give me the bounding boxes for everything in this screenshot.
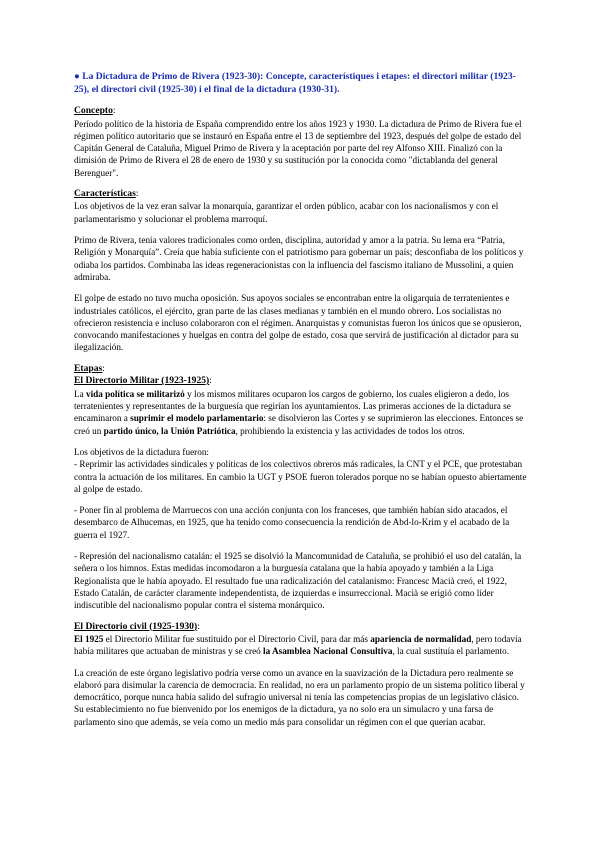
concepto-heading: Concepto: — [74, 105, 116, 116]
directorio-civil-heading: El Directorio civil (1925-1930): — [74, 620, 200, 632]
caracteristicas-paragraph-3: El golpe de estado no tuvo mucha oposición. Sus apoyos sociales se encontraban entre la oligarquía de terratenientes e industriales católicos, el ejército, gran parte de las clases medianas y también en el mundo obrero. Los socialistas no ofrecieron resistencia e incluso colaboraron con el régimen. Anarquistas y comunistas fueron los únicos que se opusieron, convocando manifestaciones y huelgas en contra del golpe de estado, cosa que servirá de justificación al dictador para su ilegalización. — [74, 293, 522, 353]
caracteristicas-paragraph-1: Los objetivos de la vez eran salvar la monarquía, garantizar el orden público, acabar con los nacionalismos y con el parlamentarismo y solucionar el problema marroquí. — [74, 201, 499, 224]
etapas-heading: Etapas: — [74, 362, 105, 374]
objetivos-item-reprimir: - Reprimir las actividades sindicales y políticas de los colectivos obreros más radicales, la CNT y el PCE, que protestaban contra la actuación de los militares. En cambio la UGT y PSOE fueron tolerados porque no se habían opuesto abiertamente al golpe de estado. — [74, 459, 527, 494]
directorio-civil-paragraph-1: El 1925 el Directorio Militar fue sustituido por el Directorio Civil, para dar más apariencia de normalidad, pero todavía había militares que actuaban de ministras y se creó la Asamblea Nacional Consultiva, la cual sustituía el parlamento. — [74, 634, 522, 657]
caracteristicas-heading: Características: — [74, 187, 139, 199]
document-title: ● La Dictadura de Primo de Rivera (1923-30): Concepte, característiques i etapes: el directori militar (1923-25), el directori civil (1925-30) i el final de la dictadura (1930-31). — [74, 71, 516, 95]
caracteristicas-paragraph-2: Primo de Rivera, tenía valores tradicionales como orden, disciplina, autoridad y amor a la patria. Su lema era “Patria, Religión y Monarquía”. Creía que había suficiente con el patriotismo para gobernar un país; desconfiaba de los políticos y odiaba los partidos. Combinaba las ideas regeneracionistas con la influencia del fascismo italiano de Mussolini, a quien admiraba. — [74, 235, 524, 282]
directorio-militar-paragraph-1: La vida política se militarizó y los mismos militares ocuparon los cargos de gobierno, los cuales eligieron a dedo, los terratenientes y representantes de la burguesía que regirían los ayuntamientos. Las primeras acciones de la dictadura se encaminaron a suprimir el modelo parlamentario: se disolvieron las Cortes y se suprimieron las elecciones. Entonces se creó un partido único, la Unión Patriótica, prohibiendo la existencia y las actividades de todos los otros. — [74, 388, 524, 436]
directorio-militar-heading: El Directorio Militar (1923-1925): — [74, 375, 212, 387]
concepto-paragraph: Período político de la historia de España comprendido entre los años 1923 y 1930. La dictadura de Primo de Rivera fue el régimen político autoritario que se instauró en España entre el 13 de septiembre del 1923, después del golpe de estado del Capitán General de Cataluña, Miguel Primo de Rivera y la aceptación por parte del rey Alfonso XIII. Finalizó con la dimisión de Primo de Rivera el 28 de enero de 1930 y su sustitución por la conocida como "dictablanda del general Berenguer". — [74, 118, 522, 178]
objetivos-intro: Los objetivos de la dictadura fueron: — [74, 446, 209, 457]
objetivos-item-nacionalismo: - Represión del nacionalismo catalán: el 1925 se disolvió la Mancomunidad de Cataluña, se prohibió el uso del catalán, la señera o los himnos. Estas medidas incomodaron a la burguesía catalana que la había apoyado y también a la Liga Regionalista que le había apoyado. El resultado fue una radicalización del catalanismo: Francesc Macià creó, el 1922, Estado Catalán, de carácter claramente independentista, de izquierdas e insurreccional. Macià se erigió como líder indiscutible del nacionalismo popular contra el sistema monárquico. — [74, 551, 522, 611]
directorio-civil-paragraph-2: La creación de este órgano legislativo podría verse como un avance en la suavización de la Dictadura pero realmente se elaboró para disimular la carencia de democracia. En realidad, no era un parlamento propio de un sistema político liberal y democrático, porque nunca había salido del sufragio universal ni tenía las competencias propias de un legislativo clásico. Su establecimiento no fue bienvenido por los enemigos de la dictadura, ya no solo era un simulacro y una farsa de parlamento sino que además, se veía como un medio más para consolidar un régimen con el que querían acabar. — [74, 667, 525, 727]
objetivos-item-marruecos: - Poner fin al problema de Marruecos con una acción conjunta con los franceses, que también habían sido atacados, el desembarco de Alhucemas, en 1925, que ha tenido como consecuencia la rendición de Abd-lo-Krim y el acabado de la guerra el 1927. — [74, 505, 510, 540]
